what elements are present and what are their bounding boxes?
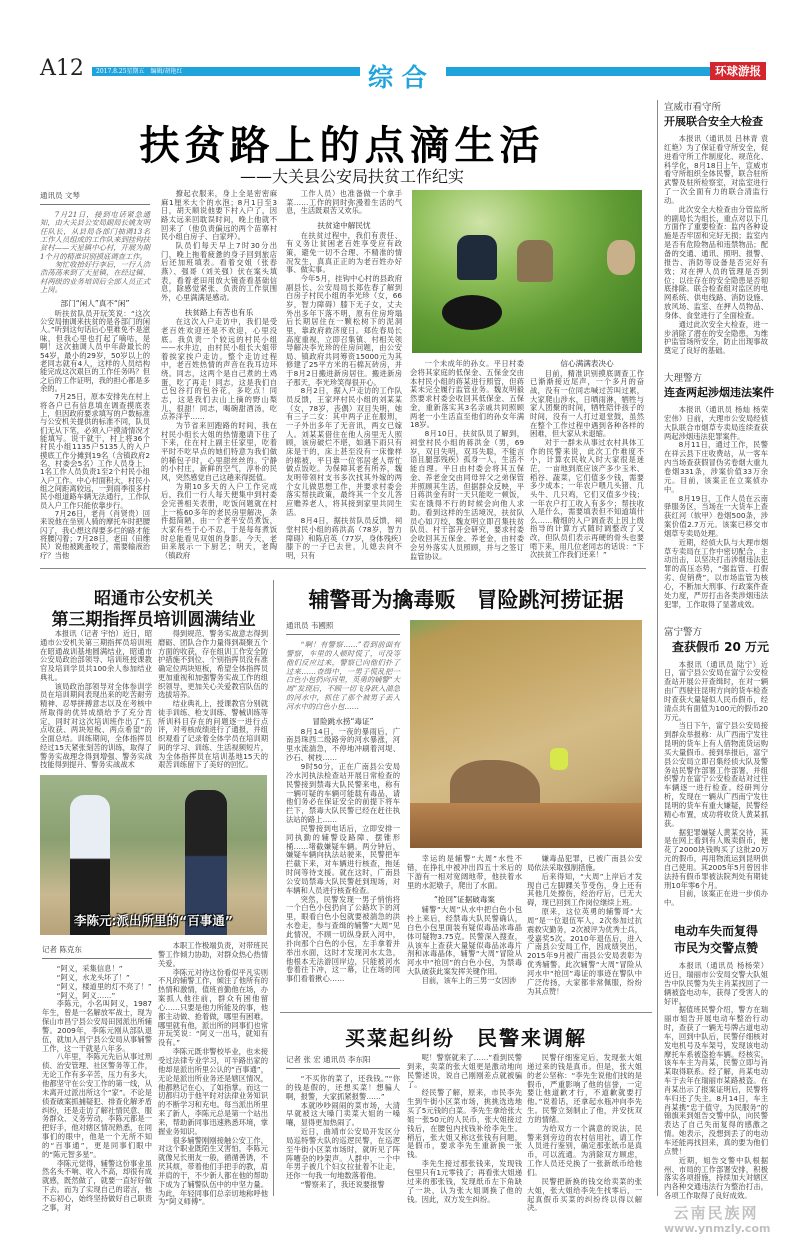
sidebar-1-headline: 开展联合安全大检查 xyxy=(664,115,763,128)
subheading: 扶贫途中解民忧 xyxy=(317,220,371,230)
subheading: 冒险跳水捞“毒证” xyxy=(312,716,374,726)
paragraph: 对于一群未从事过农村具体工作的民警来说，此次工作难度不小，计算农民收入时大家很是迷茫，一亩地到底应该产多少玉米、稻谷、蔬菜，它们值多少钱，需要多少成本；一年农户喂几头猪、几头牛、几只鸡，它们又值多少钱；一年农户打工收入有多少；帮扶收入是什么，需要填表但不知道填什么……精细的入户调查表上因上级指导的计算方式随时调整改了又改，但队员们表示再硬的骨头也要啃下来，用几位老同志的话说：“下次扶贫工作我们还来！” xyxy=(530,437,644,560)
paragraph: 一个未成年的孙女。平日村委会将其家庭的低保金、五保金交由本村民小组的蒋某进行照管，但蒋某未完全履行监管业务。魏友明毅然要求村委会收回其低保金、五保金，重新落实其3名亲戚共同照顾两老一小生活直至他们的孙女年满18岁。 xyxy=(410,359,524,430)
maicai-column-3 xyxy=(527,1054,642,1213)
paragraph: 7月21日，接到电话紧急通知，由大关县公安局副局长姚友明任队长，从县局各部门抽调13名工作人员组成的工作队来到挂钩扶贫村——天星镇中心村，开展为期1个月的精准识别摸底调查工作。 xyxy=(40,210,150,261)
paragraph: 目前，精准识别摸底调查工作已渐渐接近尾声，一个多月的奋战，没有一位同志喊过苦叫过累，大家爬山涉水，日晒雨淋，牺牲与家人团聚的时间，牺牲陪伴孩子的时间，没有一人打过退堂鼓，虽然在整个工作过程中遇到各种各样的困难，但大家从未退缩。 xyxy=(530,368,644,439)
watermark xyxy=(664,1203,771,1235)
fujing-intro xyxy=(286,641,400,712)
paragraph: 经民警了解，原来，市民李先生到牛街小区菜市场，挑挑选选地买了5元钱的白菜。李先生拿给张大姐一张50元的人民币，张大姐接过钱后，在腰包内找钱补给李先生。稍后，张大姐又称这张钱有问题，是假币，要求李先生重新换一张钱。 xyxy=(407,1088,522,1160)
paragraph: 工作人员）也准备做一个拿手菜……工作的同时弥漫着生活的气息，生活既艰苦又欢乐。 xyxy=(286,189,402,216)
paragraph: 队员们每天早上7时30分出门，晚上拖着疲惫的身子回到旅店后还加班填表。看着交姐（张春燕）、强哥（刘关强）伏在案头填表，看着老田用放大镜查看基础信息，除感觉紧张、负责的工作氛围外，心里满满是感动。 xyxy=(161,240,277,302)
paragraph: 据犯罪嫌疑人黄某交待，其是在网上看到有人贩卖假币，便花了2000块钱购买了这批20万元的假币，再用物流运到昆明供自己使用。其2005年5月曾因非法持有假币罪被法院判处有期徒刑10年零6个月。 xyxy=(664,827,768,890)
page-number: A12 xyxy=(40,56,84,81)
paragraph: 很多辅警刚刚接触公安工作，对这个职业既陌生又害怕，李陈元就像兄长朋友一般，循循善诱，不厌其烦，带着他们手把手的教，肩并肩的干，不少新人都在他的帮助下成为了辅警队伍中的中坚力量。为此，年轻同事们总亲切地称呼他为“阿义师傅”。 xyxy=(158,1135,268,1207)
lead-subtitle: ——大关县公安局扶贫工作纪实 xyxy=(240,167,465,186)
paragraph: 李陈元对待这份看似平凡实则不凡的辅警工作，倾注了他所有的热情和激情，值班首勤他在场，办案抓人他往前，群众有困他留心……只要是他力所能及的事，他都主动做、抢着做，哪里有困难，哪里就有他，派出所的同事们也常开玩笑说：“阿义一出马，就知有没有。” xyxy=(158,967,268,1048)
paragraph: 幸运的是辅警“大周”水性不错，在挣扎中被冲出四五十米后的下游有一相对宽阔地带，他扶着水里的水泥墩子，爬出了水面。 xyxy=(407,854,522,890)
date-editor: 2017.8.25星期五 编辑/胡艳红 xyxy=(96,68,183,75)
paragraph: 8月11日，通过工作，民警在祥云县下庄收费站，从一客车内当场查获假冒伪劣卷烟大重九卷烟331条，涉案价值33万余元。目前，该案正在立案侦办中。 xyxy=(664,440,768,494)
photo-dog-black xyxy=(442,295,502,330)
photo-riverbank xyxy=(410,803,642,848)
divider-middle-bottom xyxy=(280,1012,652,1013)
paragraph: 呢！警察就来了……”看到民警到来，卖菜的张大姐更是激动地向民警述说，说自己刚刚差点就被骗了。 xyxy=(407,1053,522,1089)
paragraph: 目前，该案正在进一步侦办中。 xyxy=(664,889,768,908)
lead-column-1-stack xyxy=(40,190,150,560)
photo-figure-officer xyxy=(457,235,497,280)
maicai-column-1 xyxy=(286,1075,400,1190)
sidebar-1-kicker: 宣威市看守所 xyxy=(664,102,722,113)
paragraph: 民警接到电话后，立即安排一同执勤的辅警设路障、摆锥形桶……堵截嫌疑车辆。两分钟后，嫌疑车辆向执法站驶来，民警把车拦截下来，对车辆进行核查，拖延时间等待支援。就在这时，广南县公安局禁毒大队民警赶到现场，对车辆和人员进行核查检查。 xyxy=(286,823,400,895)
lead-photo-villagers xyxy=(412,190,642,353)
maicai-byline: 记者 张 宏 通讯员 李东阳 xyxy=(286,1054,400,1069)
sidebar-2-body xyxy=(664,406,768,609)
paragraph: 民警把新换的钱交给卖菜的张大姐，张大姐给李先生找零后，一起真假币买菜的纠纷终以得以解决。 xyxy=(527,1176,642,1213)
paragraph: 嫌毒品犯罪，已被广南县公安局依法采取强制措施。 xyxy=(527,854,642,872)
paragraph: “阿义，阿义……” xyxy=(56,990,116,1000)
subheading: 信心满满表决心 xyxy=(560,359,614,368)
paragraph: 在这次入户走访中，我们是受老百姓欢迎还是不欢迎，心里没底。我负责一个较远的村民小组——水井边，由村民小组长大姐带着挨家挨户走访。整个走访过程中，老百姓热情的声音在我耳边环绕。同志，这两个是自己煮的土鸡蛋，吃了再走！同志，这是我们自己包谷打的包谷花，多吃点！同志，这是我们去山上摘的野山梨儿，很甜！同志，喝碗甜酒汤，吃点荞洋芋…… xyxy=(161,317,277,422)
paragraph: “不买你的菜了，还我钱。”“你的钱是假的，还想买菜！想骗人啊，报警，大家抓紧报警……” xyxy=(286,1074,400,1101)
fujing-column-1 xyxy=(286,718,400,984)
paragraph: 据值班民警介绍，警方在瑞丽市姐告开展电动车整治行动时，查获了一辆无号牌占道电动车，回到中队后，民警仔细核对发电机号及车架号，发现该电动摩托车系被盗抢车辆。经核实，该车车主为肖某，民警立即与肖某取得联系。经了解，肖某电动车于去年在瑞丽市某路被盗。在肖某出示了报案证明后，民警将车归还了失主。8月14日，车主肖某携“忠于值守，为民服务”的锦旗来到姐告交警中队，向民警表达了自己失而复得的感激之情。她表示，没想到丢了的电动车还能再找回来，真的要为他们点赞！ xyxy=(664,1005,768,1156)
photo-dog-tan xyxy=(607,240,635,275)
sidebar-2-kicker: 大理警方 xyxy=(664,373,703,385)
paragraph: “啊！有警察……”看到前面有警察，车里的人顿时慌了，可没等他们反应过来，警察已向他们扑了过来……查缉中，一男子慌乱把一白色小包扔向河里，英勇的辅警“大周”发现后，不顾一切飞身跃入湍急的河水中，抓住了那个被男子丢入河水中的白色小包…… xyxy=(286,640,400,711)
sidebar-4-body xyxy=(664,962,768,1201)
li-column-1-stack xyxy=(42,944,152,1213)
paragraph: “阿义，楼道里的灯不亮了！” xyxy=(56,981,152,991)
divider-lead-bottom xyxy=(40,568,646,569)
sidebar-3-kicker: 富宁警方 xyxy=(664,626,703,638)
paragraph: 近日，曲靖市公安局开发区分局巡特警大队的巡逻民警，在巡逻至牛街小区菜市场时，就听见了阵阵嘈杂的吵架声。人群中，一个中年男子被几个妇女拉扯着不让走，还你一句我一句地数落着他。 xyxy=(286,1127,400,1181)
paragraph: 李先生接过那张钱来，发现钱包里只有1元零钱了；再看张大姐递过来的那张钱，发现纸币左下角缺了一块，认为张大姐调换了他的钱。因此，双方发生纠纷。 xyxy=(407,1159,522,1204)
paragraph: 近期，经侦大队与大理市烟草专卖局在工作中密切配合，主动出击，以坚决打击涉烟违法犯罪的高压态势，“强监管、打假劣、促销费”，以市场监管为核心，不断加大刑事、行政案件查处力度，严厉打击各类涉烟违法犯罪，工作取得了显著成效。 xyxy=(664,537,768,609)
paragraph: 为节省来回跑路的时间，我在村民小组长大姐的热情邀请下住了下来，住在村上副主任家里，吃着平时不吃早点的她们特意为我们做的稀包子时，心里甜丝丝的。宁静的小村庄，新鲜的空气，淳朴的民风，突然感觉自己这趟来得挺值。 xyxy=(161,421,277,482)
paragraph: 原来，这位英勇的辅警哥“大周”是一位退伍军人，2次参加过抗震救灾勤务，2次被评为优秀士兵，受嘉奖5次。2010年退伍后，进入广南县公安局工作，因成绩突出，2015年9月被广南县公安局表彰为优秀辅警。此次辅警“大周”冒险从河水中“抢回”毒证的事迹在警队中广泛传扬，大家都非常佩服，纷纷为其点赞！ xyxy=(527,907,642,996)
paragraph: “阿义，采集信息！” xyxy=(56,964,123,973)
fujing-column-2 xyxy=(407,855,522,986)
sidebar-1-body xyxy=(664,135,768,356)
maicai-column-2 xyxy=(407,1054,522,1204)
paragraph: 撩起衣服来，身上全是密密麻麻1厘米大个的水泡；8月1日至3日，胡天顺说他要下村入户了，因路太远来回耽误时间，晚上他就不回来了（他负责偏远的两个苗寨村民小组白房子、白家坪）。 xyxy=(161,189,277,242)
fujing-byline: 通讯员 韦國照 xyxy=(286,620,400,635)
paragraph: 李陈元觉得，辅警这份事业虽然名头不响、收入不高，却很有成就感，既然做了，就要一直好好做下去。而为了实现自己的诺言，他不忘初心，始终坚持做好自己职责之事，对 xyxy=(42,1158,152,1212)
paragraph: 8月10日，扶贫队员了解到，祠堂村民小组的蒋洪金（男，69岁，双目失明，双耳失聪，不能言语且腿部残疾）孤身一人，生活不能自理。平日由村委会将其五保金、养老金交由同母异父之弟保管并照顾其生活，但据群众反映，平日蒋洪金有时一天只能吃一顿饭，实在饿得不行的时候会向他人求助。看到这样的生活境况，扶贫队员心如刀绞，魏友明立即召集扶贫队员、村干部开会研究，要求村委会收回其五保金、养老金，由村委会另外落实人员照顾，并与之签订监管协议。 xyxy=(410,429,524,561)
li-byline: 记者 陈克东 xyxy=(42,944,152,959)
sidebar-3-body xyxy=(664,661,768,909)
paragraph: 听扶贫队员开玩笑说：“这次公安局抽调来扶贫的是各部门的闲人。”听到这句话后心里难免不是滋味，但我心里也打起了嘀咕，是啊！这次抽调人员中年龄最长的54岁，最小的29岁，50岁以上的老同志就有4人，这样的人员结构能完成这次艰巨的工作任务吗？但之后的工作证明，我的担心都是多余的。 xyxy=(40,308,150,393)
paragraph: 李陈元，小名叫阿义，1987年生，曾是一名解放军战士，现为保山市昌宁县公安局田园派出所辅警。2009年，李陈元刚从部队退伍，就加入昌宁县公安局从事辅警工作，这一干就是八年多。 xyxy=(42,999,152,1053)
paragraph: 匆忙收拾好行李后，一行人浩浩荡荡来到了天星镇，在经过镇、村两级的业务培训后全部人员正式上岗。 xyxy=(40,260,150,295)
paragraph: 近期，姐告交警中队根据州、市局的工作部署安排，积极落实各项措施，持续加大对辖区内各种交通违法行为整治打击，各项工作取得了良好成效。 xyxy=(664,1155,768,1201)
lead-byline: 通讯员 文琴 xyxy=(40,190,150,205)
paragraph: 目前，该车上的三男一女因涉 xyxy=(421,975,517,985)
paragraph: “阿义，水龙头坏了！” xyxy=(56,972,130,982)
lead-intro xyxy=(40,211,150,294)
paragraph: 本报讯（通讯员 陆宁）近日，富宁县公安局在富宁公安检查站开展公开查缉时，在对一辆由广西驶往昆明方向的货车检查时查获大量疑似人民币假币，经清点共有面值为100元的假币20万元。 xyxy=(664,659,768,722)
paragraph: “警察来了，我还说要报警 xyxy=(300,1180,385,1190)
photo-figure-auxiliary-police xyxy=(550,748,568,770)
paragraph: 后来得知，“大周”上岸后才发现自己左脚踝关节受伤，身上还有其他几处擦伤，经治疗后，已无大碍，现已回到工作岗位继续上班。 xyxy=(527,871,642,908)
paragraph: 得到规范、警务实战意志得到磨砺、团队合作力量得到凝聚五个方面的收获，存在组训工作安全防护措施不到位、个别指挥员没有准确定位两块短板，希望全体指挥员更加重视和加强警务实战工作的组织领导，更加关心关爱教官队伍的选拔培养。 xyxy=(158,629,268,700)
zhaotong-column-1 xyxy=(40,630,152,770)
lead-column-1 xyxy=(40,300,150,560)
lead-column-4 xyxy=(410,360,524,561)
fujing-river-photo xyxy=(410,620,642,848)
paragraph: 通过此次安全大检查，进一步消除了潜在的安全隐患，为维护监管场所安全，防止出现事故奠定了良好的基础。 xyxy=(664,319,768,356)
sidebar-4-headline-2: 市民为交警点赞 xyxy=(674,941,759,956)
maicai-title: 买菜起纠纷 民警来调解 xyxy=(345,1026,587,1050)
paragraph: 在扶贫过程中，我们有责任、有义务让贫困老百姓享受应有政策，避免一切不合理、不精准的情况发生，真真正正的为老百姓办好事、做实事。 xyxy=(286,230,402,275)
fujing-column-3 xyxy=(527,855,642,997)
paragraph: 结业典礼上，授课教官分别就徒手训练、枪支训练、警械训练等所训科目存在的问题逐一进行点评，对考核成绩进行了通报，并组织观看了记录着全体学员在培训期间的学习、训练、生活视频短片，为全体指挥员在培训基地15天的艰苦训练留下了美好的回忆。 xyxy=(158,699,268,770)
lead-column-2 xyxy=(161,190,277,561)
zhaotong-title-2: 第三期指挥员培训圆满结业 xyxy=(51,610,256,630)
paragraph: 此次安全大检查由分管监所的副局长为组长，重点对以下几方面作了重要检查：监内各种设施是否牢固和完好无损；监室内是否有危险物品和违禁物品；配备的交通、通讯、照明、报警、报告、消防等设备是否完好有效；对在押人员的管理是否到位；以往存在的安全隐患是否彻底排除。联合检查组对监区的电网系统、供电线路、消防设施、放风场、监室、在押人员物品、身体、食堂进行了全面检查。 xyxy=(664,204,768,320)
paragraph: 7月25日，原本安排先在村上将各户已有信息填在调查摸底表上，但因政府要求填写的户数标准与公安机关提供的标准不同，队员们无从下笔，必须入户摸清情况才能填写。说干就干，村上将36个村民小组1135户5135人的入户摸底工作分摊到19名（含镇政府2名、村委会5名）工作人员身上，1名工作人员负责1至2个村民小组入户工作。中心村面积大，村民小组之间距离较远，一到雨季很多村民小组道路车辆无法通行，工作队员入户工作只能依靠步行。 xyxy=(40,392,150,510)
sidebar-4-headline-1: 电动车失而复得 xyxy=(674,924,759,939)
paragraph: 八年里，李陈元先后从事过刑侦、治安管理、社区警务等工作，无论工作有多辛苦，压力有多大，他都坚守在公安工作的第一线，从未离开过派出所这个“家”。不论是侦查破案抓捕疑犯、排查化解矛盾纠纷，还是走访了解社情民意、服务群众、义务劳动，李陈元都是一把好手，他对辖区情况熟悉，在同事们的眼中，他是一个无所不知的“百事通”，更是同事们眼中的“陈元智多星”。 xyxy=(42,1052,152,1159)
zhaotong-title-1: 昭通市公安机关 xyxy=(94,589,213,609)
subheading: 部门“闲人”真不“闲” xyxy=(60,299,130,309)
paragraph: 本职工作极端负责，对带班民警工作倾力协助，对群众热心热情关爱。 xyxy=(158,941,268,968)
paragraph: 本报讯（通讯员 吕林青 袁红艳）为了保证看守所安全，促进看守所工作制度化、规范化、科学化，8月18日上午，宣威市看守所组织全体民警，联合驻所武警及驻所检察室，对监室进行了一次全面有力的联合清监行动。 xyxy=(664,134,768,205)
paragraph: 9时50分，正在广南县公安局冷水河执法检查站开展日常检查的民警接到禁毒大队民警来电，称有一辆可疑的车辆可能载有毒品，请他们务必在保证安全的前提下将车拦下，禁毒大队民警已经在赶往执法站的路上…… xyxy=(286,761,400,825)
paragraph: 今年5月，挂钩中心村的县政府副县长、公安局局长郑佐春了解到白房子村民小组的李光珍（女，66岁，智力障碍）膝下无子女，丈夫外出多年下落不明，原有住房垮塌后长期居住在一颗松树下的泥洞里，靠政府救济度日。郑佐春局长高度重视，立即召集镇、村相关领导解决李光珍的住房问题，由公安局、镇政府共同筹资15000元为其修建了25平方米的石棉瓦砖房，并于8月2日搬进新房居住。搬进新房子那天，李光珍笑得很开心。 xyxy=(286,273,402,387)
paragraph: 8月19日，工作人员在云南驿服务区，当场在一大货车上查获红河（软甲）卷烟500条，涉案价值2.7万元。该案已移交市烟草专卖局处理。 xyxy=(664,493,768,538)
sidebar-2-headline: 连查两起涉烟违法案件 xyxy=(664,386,774,400)
sidebar-3-headline: 查获假币 20 万元 xyxy=(672,639,770,654)
photo-caption: 李陈元:派出所里的“百事通” xyxy=(74,913,233,928)
paragraph: 辅警“大周”从水中把白色小包拎上来后，经禁毒大队民警确认，白色小包里面装有疑似毒品冰毒晶体可疑物3.75克。民警深入搜查，从该车上查获大量疑似毒品冰毒片剂和冰毒晶体，辅警“大周”冒险从河水中“抢回”的白色小包，为禁毒大队破获此案发挥关键作用。 xyxy=(407,905,522,977)
lead-column-3 xyxy=(286,190,402,561)
lead-title: 扶贫路上的点滴生活 xyxy=(139,123,545,169)
paragraph: 本报讯（记者 宇怡）近日，昭通市公安机关第三期指挥员培训班在昭通战训基地圆满结业，昭通市公安局政治部领导、培训班授课教官及培训学员共100余人参加结业典礼。 xyxy=(40,629,152,682)
li-column-2 xyxy=(158,942,268,1207)
paragraph: 7月26日，老肖（肖贤贵）回来说他在坐别人骑的摩托车时把腰闪了，我心想这得要多烂的路才能将腰闪着；7月28日，老田（田维民）说他被跳蚤咬了，需要输液治疗？当他 xyxy=(40,509,150,560)
divider-left-middle xyxy=(273,580,274,1196)
paragraph: 本就吵吵闹闹的菜市场，大清早就被这大嗓门卖菜大姐的一嗓嚷，显得更加热闹了。 xyxy=(286,1100,400,1128)
paragraph: 该局政治部领导对全体参训学员在培训期间表现出来的吃苦耐劳精神、忍辱拼搏意志以及在考核中所取得的优异成绩给予了充分肯定，同时对这次培训班作出了“五点收获、两块短板、两点希望”的全面总结。训练期间，全体指挥员经过15天紧张刻苦的训练，取得了警务实战理念得到增强、警务实战技能得到提升、警务实战战术 xyxy=(40,681,152,770)
paragraph: 当日下午，富宁县公安局接到群众举报称：从广西南宁发往昆明的货车上有人借物流货运购买大量假币。接到举报后，富宁县公安局立即召集经侦大队及警务站民警作部署工作部署，并组织警力在富宁公安检查站对过往车辆逐一进行检查。经研判分析，发现在一辆从广西南宁发往昆明的货车有重大嫌疑，民警经精心布置，成功将收货人黄某抓获。 xyxy=(664,721,768,828)
paragraph: 本报讯（通讯员 杨杨荣）近日，瑞丽市公安局交警大队姐告中队民警为失主肖某找回了一辆被盗电动车，获得了受害人的好评。 xyxy=(664,961,768,1006)
paragraph: 8月14日，一夜的暴雨后，广南县珠西二级路旁的河水暴涨，河里水流湍急，不停地冲刷着河堤、沙石、树枝…… xyxy=(286,726,400,763)
divider-sidebar xyxy=(657,100,658,1196)
photo-figure-villager xyxy=(517,240,553,282)
paragraph: 8月2日，据入户走访的工作队员反馈，王家坪村民小组的刘某某（女，78岁，丧偶）双目失明，她有三子二女：其中两子正在服刑，一子外出多年了无音讯，两女已嫁人。刘某某借住在他人房里无人照顾，该房破烂不堪，如遇下雨只有床是干的，床上甚至没有一床像样的棉被，平日靠一位邻居老人帮忙做点饭吃。为保障其老有所养，魏友明带领村支书多次找其外嫁的两个女儿做思想工作，并要求村委会落实帮扶政策，最终其一个女儿答应赡养老人，将其接到家里共同生活。 xyxy=(286,386,402,517)
paragraph: 为期10多天的入户工作完成后，我们一行人每天便集中到村委会完善相关表册，吃饭问题就在村上一栋60多年的老民房里解决，条件挺简陋，由一个老平安员煮饭，大家有些于心不忍，于是每每煮饭时总能看见双姐的身影。今天，老田来展示一下厨艺；明天，老陶（镇政府 xyxy=(161,481,277,560)
subheading: “抢回”证据破毒案 xyxy=(433,895,496,905)
paragraph: 本报讯（通讯员 杨灿 杨荣宏伟）日前，大理市公安局经侦大队联合市烟草专卖局连续查获两起涉烟违法犯罪案件。 xyxy=(664,405,768,441)
fujing-column-1-stack xyxy=(286,620,400,984)
masthead-logo: 环球游报 xyxy=(710,62,766,80)
li-chenyuan-photo xyxy=(40,775,267,935)
watermark-site-name: 云南民族网 xyxy=(673,1203,759,1222)
zhaotong-column-2 xyxy=(158,630,268,770)
paragraph: 8月4日，据扶贫队员反馈，祠堂村民小组的蒋洪高（78岁，智力障碍）和陈启英（77岁，身体残疾）膝下的一子已去世，儿媳去向不明，只有 xyxy=(286,516,402,560)
paragraph: 为给双方一个满意的说法，民警来到旁边的农村信用社，请工作人员进行鉴别，确定那张纸币是真币，可以流通。为消除双方顾虑，工作人员还兑换了一张新纸币给他们。 xyxy=(527,1123,642,1177)
header-bar-right xyxy=(446,67,710,76)
section-title: 综 合 xyxy=(368,63,427,92)
header-bar-left xyxy=(92,67,360,76)
paragraph: 突然，民警发现一男子悄悄将一个白色小包扔向了公路坎下的河里，眼看白色小包就要被湍急的洪水卷走，参与查缉的辅警“大周”见此情况，不顾一切纵身跃入河中，扑向那个白色的小包，左手拿着并举出水面，这时才发现河水太急，他根本无法游回岸边，只能被河水卷着往下冲，这一幕，让在场的同事们看着揪心…… xyxy=(286,894,400,984)
sidebar-stack xyxy=(664,99,774,1235)
lead-column-5 xyxy=(530,354,644,560)
paragraph: 民警仔细鉴定后，发现张大姐递过来的钱是真币。但是，张大姐的老公坚称：“李先生说他们找的是假币，严重影响了他的信誉，一定要让他道歉才行，不道歉就要打他。”说着话，还拿起水瓶冲向李先生。民警立刻制止了他，并安抚双方的情绪。 xyxy=(527,1053,642,1124)
maicai-column-1-stack xyxy=(286,1054,400,1190)
paragraph: 李陈元既非警校毕业，也未接受过法律专业学习，可半路出家的他却是派出所里公认的“百事通”，无论是派出所业务还是辖区情况，他都熟记在心，了如指掌。而这一切都归功于他平时对法律业务知识的不断学习和充电。每当派出所里来了新人，李陈元总是第一个站出来，帮助新同事迅速熟悉环境，掌握业务知识。 xyxy=(158,1047,268,1136)
subheading: 扶贫路上有苦也有乐 xyxy=(184,307,254,317)
watermark-url: www.ynmzly.com xyxy=(664,1221,771,1235)
fujing-title: 辅警哥为擒毒贩 冒险跳河捞证据 xyxy=(308,588,624,612)
li-column-1 xyxy=(42,965,152,1213)
